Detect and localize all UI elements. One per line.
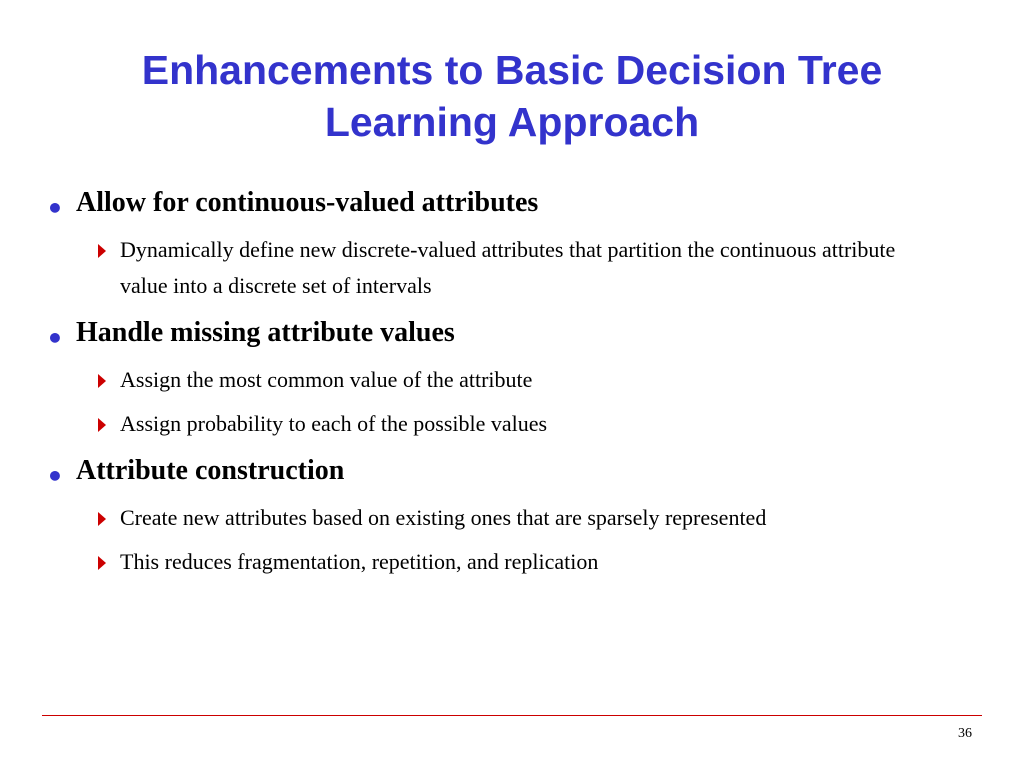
sub-bullet-reduces-fragmentation	[46, 544, 996, 580]
slide-title-line-2: Learning Approach	[324, 99, 700, 145]
sub-bullet-dynamic-discretization	[46, 232, 996, 304]
footer-divider	[42, 715, 982, 716]
red-arrow-icon	[98, 512, 106, 526]
sub-bullet-text: Assign the most common value of the attribute	[120, 367, 533, 392]
sub-bullet-text: Create new attributes based on existing ones that are sparsely represented	[120, 505, 767, 530]
bullet-dot-icon: •	[46, 460, 64, 493]
bullet-text: Attribute construction	[76, 455, 345, 486]
sub-bullet-text: Dynamically define new discrete-valued attributes that partition the continuous attribute value into a discrete set of intervals	[120, 237, 896, 298]
red-arrow-icon	[98, 374, 106, 388]
sub-bullet-create-new-attributes	[46, 500, 996, 536]
slide-body	[46, 182, 996, 580]
bullet-dot-icon: •	[46, 192, 64, 225]
slide-title-line-1: Enhancements to Basic Decision Tree	[141, 47, 883, 93]
red-arrow-icon	[98, 418, 106, 432]
bullet-dot-icon: •	[46, 322, 64, 355]
red-arrow-icon	[98, 244, 106, 258]
slide-title	[20, 44, 1004, 148]
bullet-continuous-attributes	[46, 182, 996, 224]
bullet-text: Allow for continuous-valued attributes	[76, 187, 539, 218]
red-arrow-icon	[98, 556, 106, 570]
bullet-attribute-construction	[46, 450, 996, 492]
sub-bullet-text: Assign probability to each of the possible values	[120, 411, 548, 436]
page-number: 36	[958, 726, 972, 741]
bullet-missing-values	[46, 312, 996, 354]
sub-bullet-most-common-value	[46, 362, 996, 398]
bullet-text: Handle missing attribute values	[76, 317, 455, 348]
sub-bullet-text: This reduces fragmentation, repetition, and replication	[120, 549, 599, 574]
sub-bullet-assign-probability	[46, 406, 996, 442]
